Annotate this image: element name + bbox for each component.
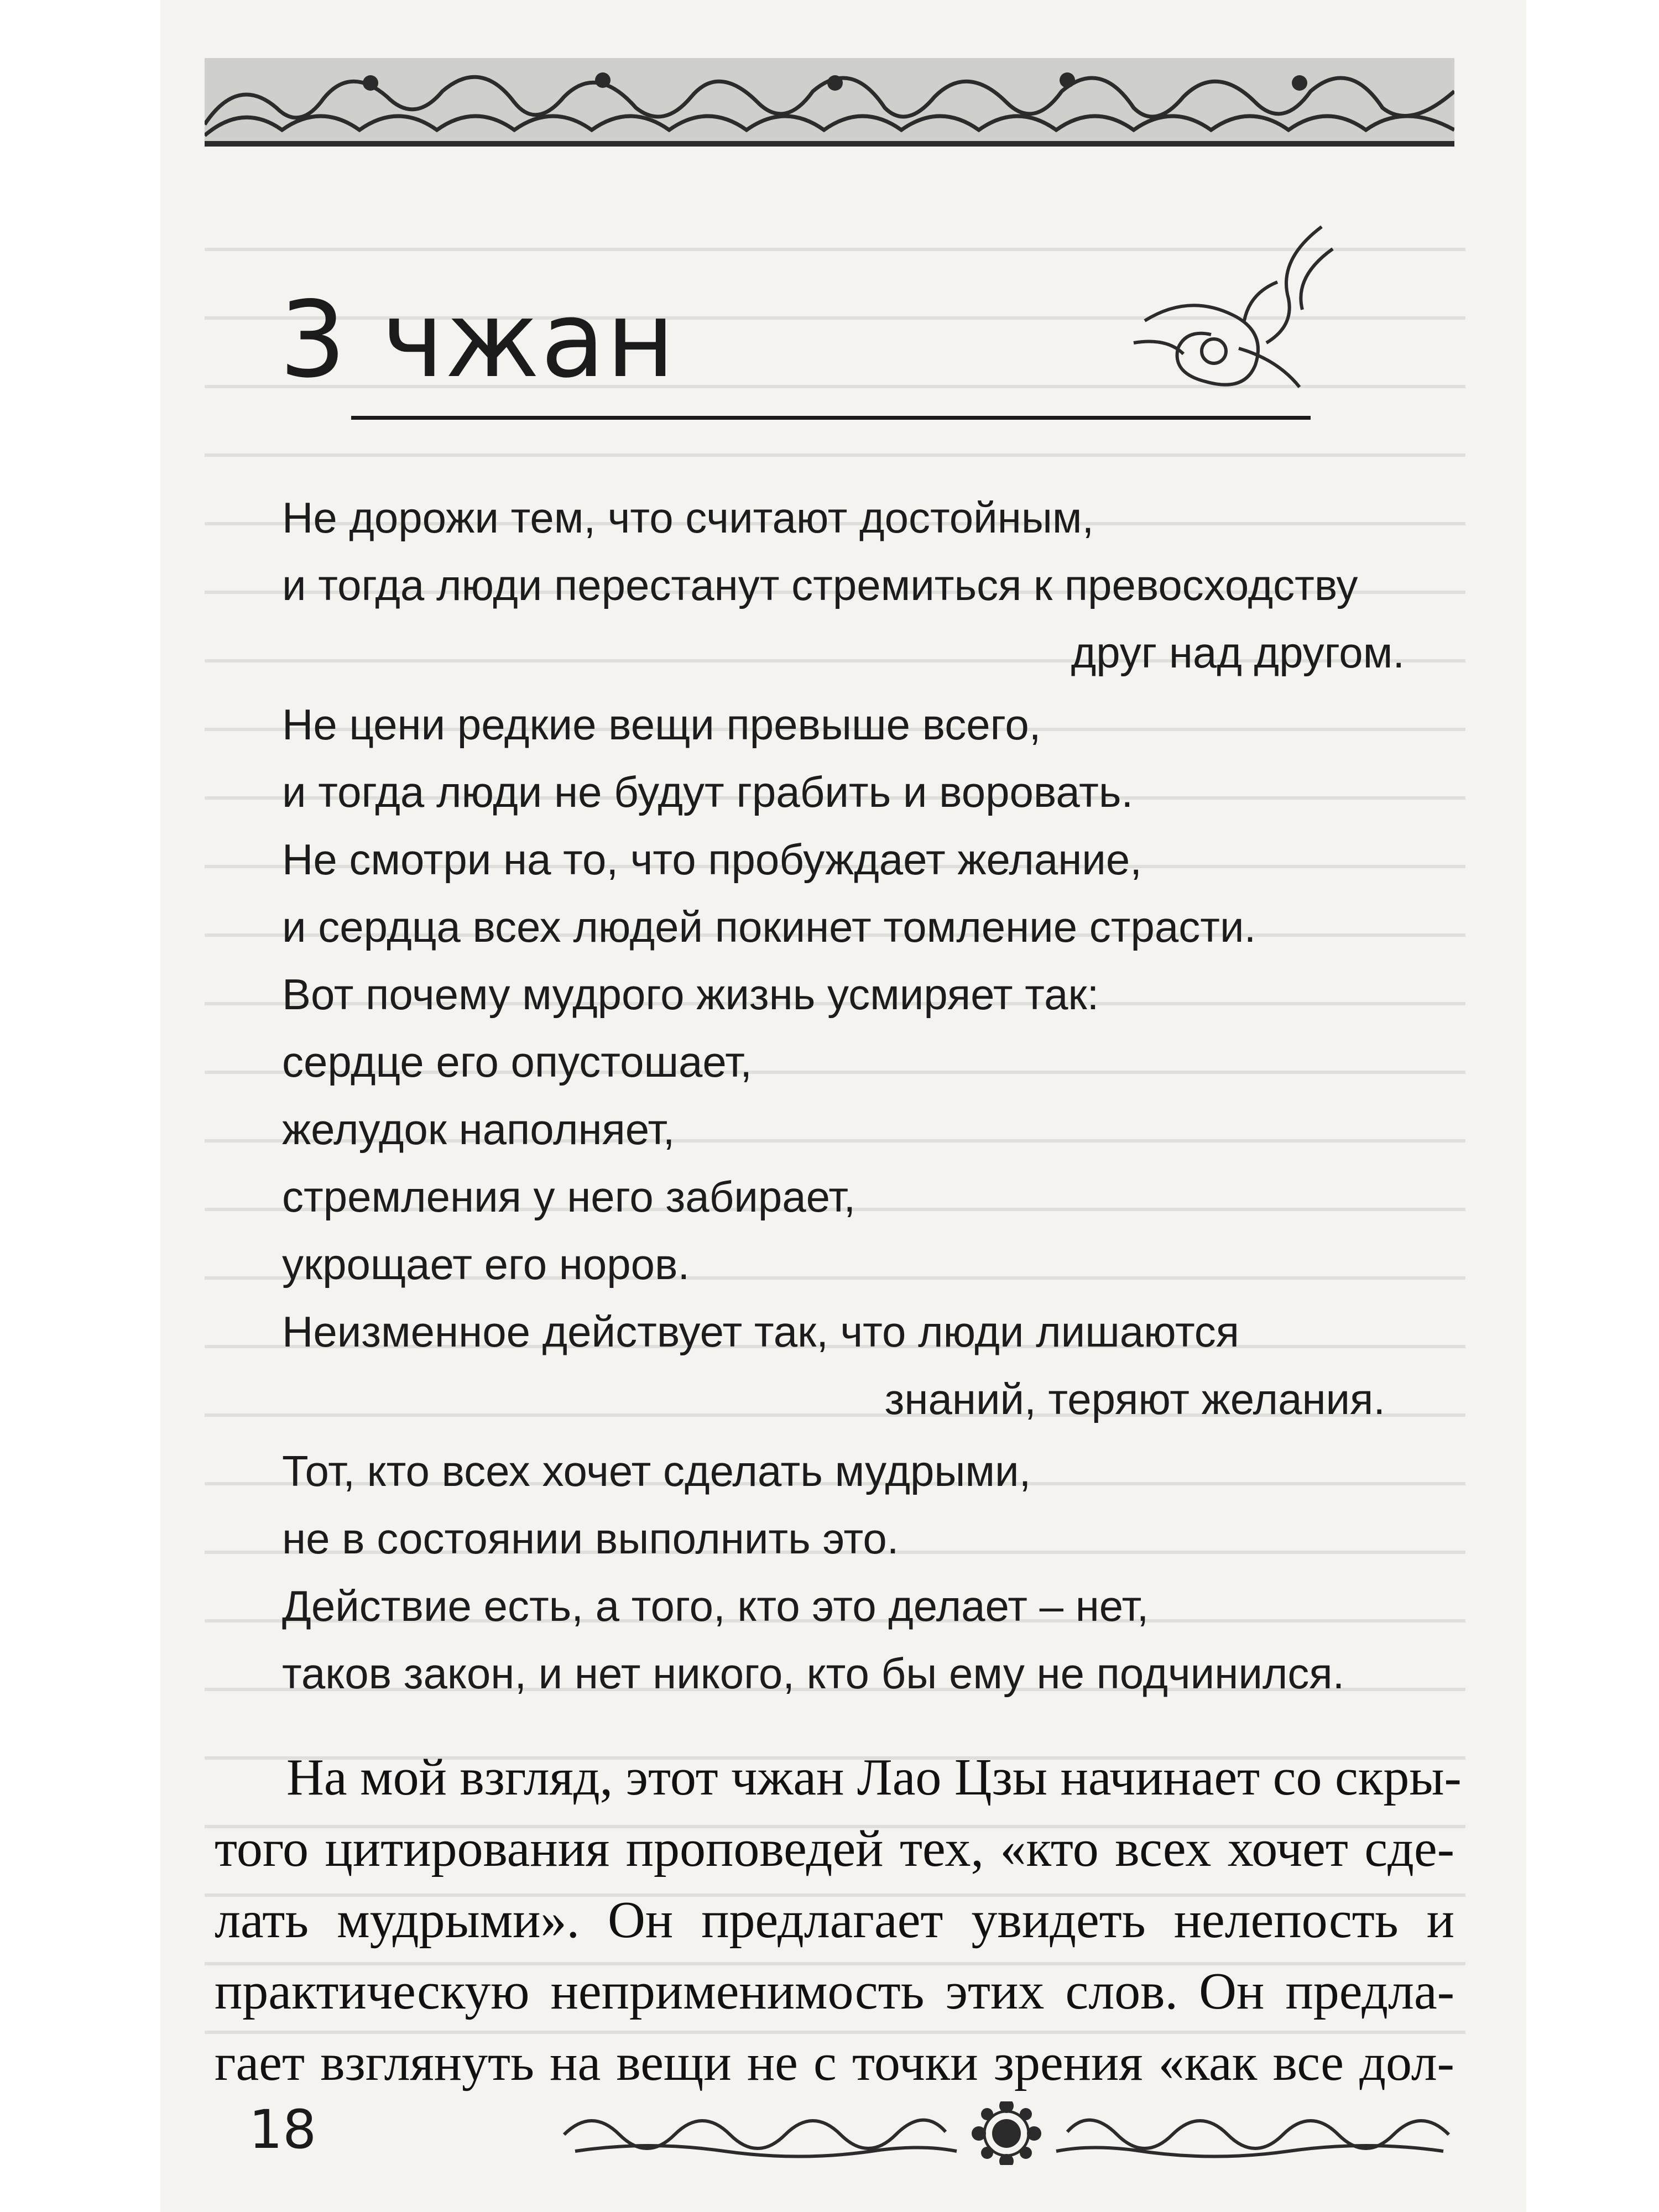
- poem-line: и тогда люди перестанут стремиться к превосходству: [282, 561, 1358, 609]
- poem-line: друг над другом.: [1071, 628, 1405, 677]
- poem-line: знаний, теряют желания.: [884, 1375, 1385, 1423]
- poem-line: Не цени редкие вещи превыше всего,: [282, 700, 1041, 749]
- poem-line: желудок наполняет,: [282, 1105, 675, 1154]
- commentary-line: лать мудрыми». Он предлагает увидеть нелепость и: [215, 1891, 1454, 1949]
- commentary-paragraph: [215, 1742, 1462, 2099]
- commentary-line: На мой взгляд, этот чжан Лао Цзы начинает со скры-: [286, 1749, 1462, 1806]
- page-number: 18: [249, 2099, 317, 2161]
- poem-line: Не смотри на то, что пробуждает желание,: [282, 835, 1142, 884]
- poem-line: Не дорожи тем, что считают достойным,: [282, 493, 1094, 542]
- commentary-line: гает взглянуть на вещи не с точки зрения «как все дол-: [215, 2034, 1454, 2091]
- poem-line: таков закон, и нет никого, кто бы ему не подчинился.: [282, 1649, 1345, 1698]
- title-underline: [351, 416, 1311, 420]
- poem-block: [282, 484, 1449, 1707]
- poem-line: и тогда люди не будут грабить и воровать.: [282, 768, 1134, 816]
- poem-line: Вот почему мудрого жизнь усмиряет так:: [282, 970, 1099, 1019]
- poem-line: Неизменное действует так, что люди лишаются: [282, 1307, 1240, 1356]
- poem-line: сердце его опустошает,: [282, 1037, 752, 1086]
- commentary-line: того цитирования проповедей тех, «кто всех хочет сде-: [215, 1820, 1454, 1877]
- commentary-line: практическую неприменимость этих слов. Он предла-: [215, 1963, 1454, 2020]
- poem-line: и сердца всех людей покинет томление страсти.: [282, 902, 1256, 951]
- chapter-title: 3 чжан: [279, 279, 676, 401]
- wave-pattern-border-icon: [205, 58, 1454, 147]
- poem-line: Действие есть, а того, кто это делает – нет,: [282, 1582, 1149, 1630]
- phoenix-ornament-icon: [1112, 216, 1344, 398]
- scroll-flower-border-icon: [559, 2101, 1454, 2165]
- poem-line: укрощает его норов.: [282, 1240, 690, 1288]
- poem-line: стремления у него забирает,: [282, 1172, 856, 1221]
- poem-line: не в состоянии выполнить это.: [282, 1514, 899, 1563]
- poem-line: Тот, кто всех хочет сделать мудрыми,: [282, 1447, 1031, 1495]
